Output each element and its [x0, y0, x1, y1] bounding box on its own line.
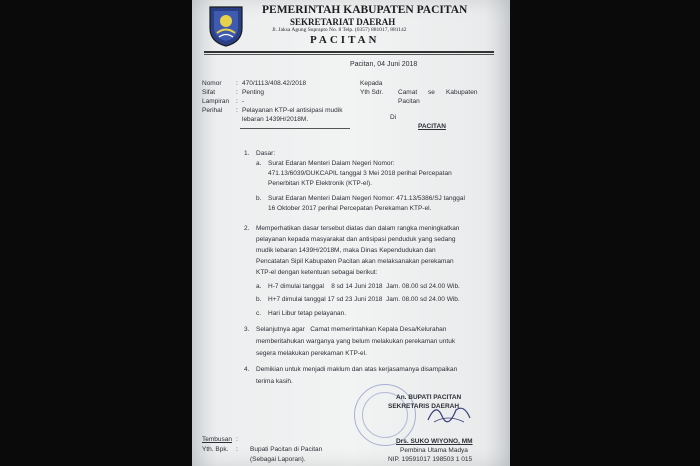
regency-emblem-icon [206, 4, 246, 48]
point-4-number: 4. [244, 366, 250, 373]
header-address: Jl. Jaksa Agung Suprapto No. 8 Telp. (0357) 881017, 881142 [272, 27, 407, 33]
place-date: Pacitan, 04 Juni 2018 [350, 61, 418, 68]
point-2-line-4: Pencatatan Sipil Kabupaten Pacitan akan melaksanakan perekaman [256, 258, 454, 265]
perihal-colon: : [236, 107, 238, 114]
nomor-value: 470/1113/408.42/2018 [242, 80, 307, 87]
point-1b-line-1: Surat Edaran Menteri Dalam Negeri Nomor: 471.13/5386/SJ tanggal [268, 195, 465, 202]
point-3-line-1: Selanjutnya agar Camat memerintahkan Kepala Desa/Kelurahan [256, 326, 447, 333]
header-rule-thin [204, 54, 494, 55]
point-4-line-2: terima kasih. [256, 378, 293, 385]
sifat-label: Sifat [202, 89, 216, 96]
header-city: PACITAN [310, 34, 380, 46]
signature-an: An. BUPATI PACITAN [396, 394, 462, 401]
lampiran-label: Lampiran [202, 98, 230, 105]
cc-yth: Yth. Bpk. [202, 446, 229, 453]
nomor-label: Nomor [202, 80, 222, 87]
point-2a-letter: a. [256, 283, 262, 290]
sifat-value: Penting [242, 89, 265, 96]
perihal-label: Perihal [202, 107, 223, 114]
point-2c-letter: c. [256, 310, 262, 317]
signature-title: SEKRETARIS DAERAH [388, 403, 460, 410]
point-1b-line-2: 16 Oktober 2017 perihal Percepatan Perekaman KTP-el. [268, 205, 432, 212]
lampiran-value: - [242, 98, 245, 105]
cc-line-2: (Sebagai Laporan). [250, 456, 306, 463]
point-1a-line-2: 471.13/6039/DUKCAPIL tanggal 3 Mei 2018 perihal Percepatan [268, 170, 452, 177]
point-1a-letter: a. [256, 160, 262, 167]
perihal-value-1: Pelayanan KTP-el antisipasi mudik [242, 107, 343, 114]
sifat-colon: : [236, 89, 238, 96]
signature-name: Drs. SUKO WIYONO, MM [396, 438, 473, 445]
kepada-label: Kepada [360, 80, 383, 87]
cc-colon-2: : [236, 446, 238, 453]
point-2c-text: Hari Libur tetap pelayanan. [268, 310, 347, 317]
point-1a-line-1: Surat Edaran Menteri Dalam Negeri Nomor: [268, 160, 395, 167]
point-2-line-3: mudik lebaran 1439H/2018M, maka Dinas Kependudukan dan [256, 247, 436, 254]
recipient-camat: Camat [398, 89, 418, 96]
cc-colon: : [236, 436, 238, 443]
nomor-colon: : [236, 80, 238, 87]
point-1-number: 1. [244, 150, 250, 157]
point-2b-text: H+7 dimulai tanggal 17 sd 23 Juni 2018 Jam. 08.00 sd 24.00 Wib. [268, 296, 460, 303]
recipient-city: Pacitan [398, 98, 420, 105]
cc-line-1: Bupati Pacitan di Pacitan [250, 446, 323, 453]
di-label: Di [390, 114, 397, 121]
point-1b-letter: b. [256, 195, 262, 202]
point-2-line-2: pelayanan kepada masyarakat dan antisipasi penduduk yang sedang [256, 236, 456, 243]
recipient-place: PACITAN [418, 123, 446, 130]
point-2-number: 2. [244, 225, 250, 232]
point-3-line-2: memberitahukan warganya yang belum melakukan perekaman untuk [256, 338, 456, 345]
header-government: PEMERINTAH KABUPATEN PACITAN [262, 4, 468, 16]
signature-nip: NIP. 19591017 198503 1 015 [388, 456, 473, 463]
point-4-line-1: Demikian untuk menjadi maklum dan atas kerjasamanya disampaikan [256, 366, 458, 373]
recipient-kabupaten: Kabupaten [446, 89, 478, 96]
perihal-underline [240, 128, 350, 129]
cc-label: Tembusan [202, 436, 232, 443]
letter-page [192, 0, 510, 466]
point-2-line-5: KTP-el dengan ketentuan sebagai berikut: [256, 269, 378, 276]
point-3-number: 3. [244, 326, 250, 333]
point-1a-line-3: Penerbitan KTP Elektronik (KTP-el). [268, 180, 372, 187]
point-3-line-3: segera melakukan perekaman KTP-el. [256, 350, 367, 357]
header-secretariat: SEKRETARIAT DAERAH [290, 17, 396, 27]
lampiran-colon: : [236, 98, 238, 105]
signature-rank: Pembina Utama Madya [400, 447, 468, 454]
point-2b-letter: b. [256, 296, 262, 303]
recipient-se: se [428, 89, 435, 96]
header-rule [204, 51, 494, 53]
point-2a-text: H-7 dimulai tanggal 8 sd 14 Juni 2018 Jam. 08.00 sd 24.00 Wib. [268, 283, 460, 290]
perihal-value-2: lebaran 1439H/2018M. [242, 116, 309, 123]
yth-label: Yth Sdr. [360, 89, 384, 96]
point-1-title: Dasar: [256, 150, 276, 157]
point-2-line-1: Memperhatikan dasar tersebut diatas dan dalam rangka meningkatkan [256, 225, 460, 232]
